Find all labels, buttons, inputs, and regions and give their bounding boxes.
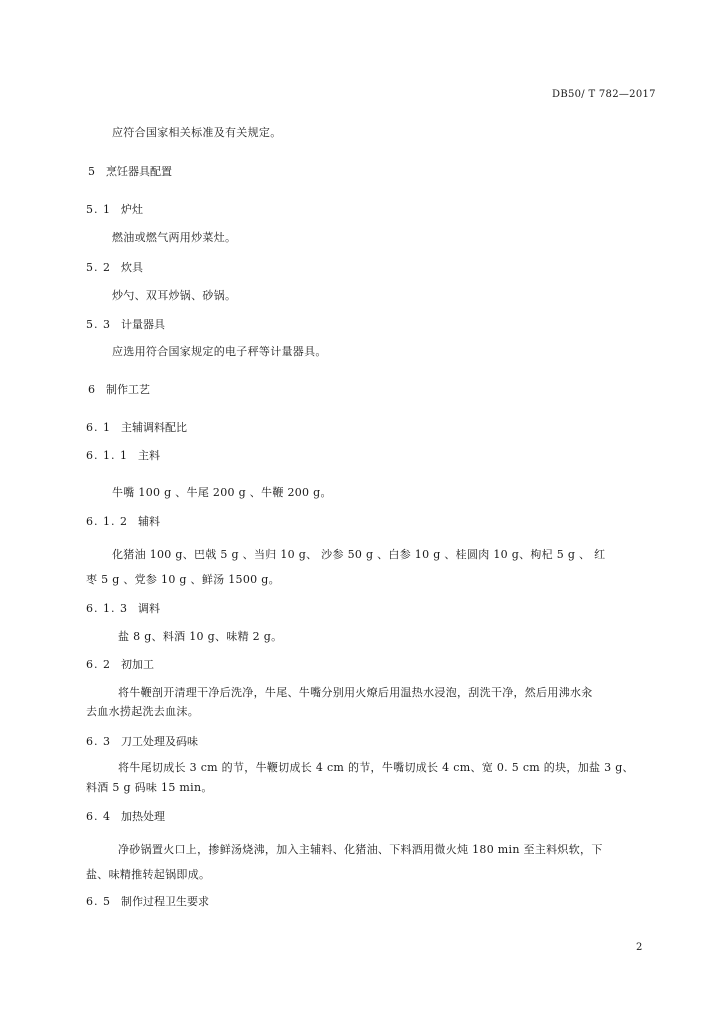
section-number: 6. 3 [86, 735, 111, 748]
section-number: 5 [88, 165, 96, 178]
body-text: 化猪油 100 g、巴戟 5 g 、当归 10 g、 沙参 50 g 、白参 10 g 、桂圆肉 10 g、枸杞 5 g 、 红 [112, 548, 606, 561]
section-heading-6-1 [86, 419, 187, 435]
section-title: 主辅调料配比 [121, 421, 187, 434]
section-title: 计量器具 [121, 318, 165, 331]
section-number: 6 [88, 383, 96, 396]
document-code-header: DB50/ T 782—2017 [552, 89, 656, 100]
section-heading-6-5 [86, 893, 209, 909]
section-heading-5-2 [86, 259, 143, 275]
section-heading-5-3 [86, 316, 165, 332]
section-number: 6. 1. 3 [86, 602, 128, 615]
section-title: 炊具 [121, 261, 143, 274]
section-number: 5. 3 [86, 318, 111, 331]
body-text: 净砂锅置火口上，掺鲜汤烧沸，加入主辅料、化猪油、下料酒用微火炖 180 min 至主料炽软，下 [118, 843, 603, 856]
section-title: 辅料 [137, 515, 160, 528]
section-heading-6-1-1 [86, 447, 160, 463]
body-text: 将牛鞭剖开清理干净后洗净，牛尾、牛嘴分别用火燎后用温热水浸泡，刮洗干净，然后用沸水汆 [118, 686, 593, 699]
body-text: 盐 8 g、料酒 10 g、味精 2 g。 [118, 630, 283, 643]
section-heading-6-3 [86, 733, 198, 749]
body-text: 牛嘴 100 g 、牛尾 200 g 、牛鞭 200 g。 [112, 486, 332, 499]
section-number: 6. 4 [86, 810, 111, 823]
section-heading-6-1-3 [86, 600, 160, 616]
section-number: 6. 1. 2 [86, 515, 128, 528]
body-text: 应符合国家相关标准及有关规定。 [112, 126, 282, 139]
section-heading-6-1-2 [86, 513, 160, 529]
page-number: 2 [636, 942, 643, 953]
section-title: 初加工 [121, 658, 154, 671]
body-text: 盐、味精推转起锅即成。 [86, 868, 211, 881]
section-number: 6. 1. 1 [86, 449, 128, 462]
section-number: 6. 1 [86, 421, 111, 434]
section-title: 加热处理 [121, 810, 165, 823]
section-heading-5 [88, 163, 172, 179]
section-heading-6 [88, 381, 150, 397]
body-text: 应选用符合国家规定的电子秤等计量器具。 [112, 345, 327, 358]
body-text: 炒勺、双耳炒锅、砂锅。 [112, 289, 237, 302]
section-heading-6-2 [86, 656, 154, 672]
section-number: 5. 2 [86, 261, 111, 274]
body-text: 燃油或燃气两用炒菜灶。 [112, 231, 237, 244]
body-text: 枣 5 g 、党参 10 g 、鲜汤 1500 g。 [86, 573, 280, 586]
section-number: 6. 2 [86, 658, 111, 671]
section-number: 6. 5 [86, 895, 111, 908]
section-number: 5. 1 [86, 203, 111, 216]
section-title: 制作过程卫生要求 [121, 895, 209, 908]
section-heading-6-4 [86, 808, 165, 824]
section-title: 制作工艺 [106, 383, 150, 396]
body-text: 去血水捞起洗去血沫。 [86, 705, 199, 718]
section-heading-5-1 [86, 201, 143, 217]
section-title: 炉灶 [121, 203, 143, 216]
section-title: 主料 [137, 449, 160, 462]
body-text: 料酒 5 g 码味 15 min。 [86, 781, 213, 794]
section-title: 烹饪器具配置 [106, 165, 172, 178]
section-title: 刀工处理及码味 [121, 735, 198, 748]
section-title: 调料 [137, 602, 160, 615]
body-text: 将牛尾切成长 3 cm 的节，牛鞭切成长 4 cm 的节，牛嘴切成长 4 cm、宽 0. 5 cm 的块，加盐 3 g、 [118, 761, 634, 774]
